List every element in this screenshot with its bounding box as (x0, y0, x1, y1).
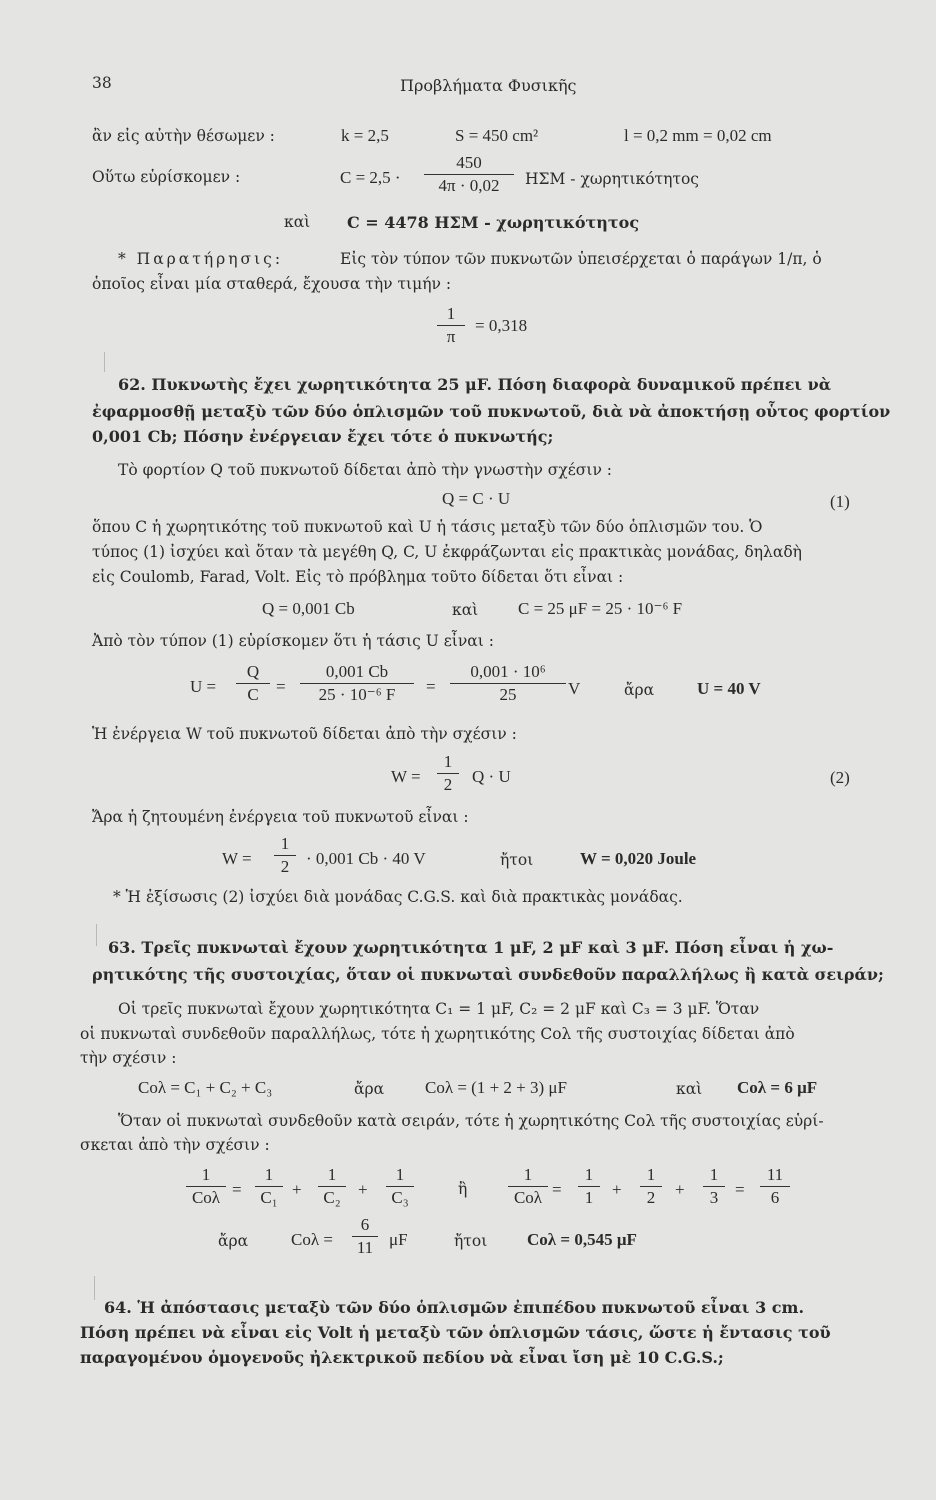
p63-text4: Ὅταν οἱ πυκνωταὶ συνδεθοῦν κατὰ σειράν, τότε ἡ χωρητικότης Cολ τῆς συστοιχίας εὑρί- (118, 1112, 824, 1130)
p63-result-unit: μF (389, 1230, 408, 1249)
p63-series-equals: = (232, 1180, 242, 1199)
intro-unit: ΗΣΜ - χωρητικότητος (525, 170, 699, 188)
intro-k: k = 2,5 (341, 126, 389, 145)
p63-result-num: 6 (352, 1215, 378, 1237)
p63-result-ara: ἄρα (218, 1232, 249, 1250)
p63-parallel-result: Cολ = 6 μF (737, 1078, 818, 1097)
p62-W-frac-den: 2 (443, 775, 453, 794)
p63-result-lhs: Cολ = (291, 1230, 333, 1249)
pencil-mark (96, 924, 97, 946)
p62-W2-frac-den: 2 (280, 857, 290, 876)
p62-U-frac1-num: Q (236, 662, 270, 684)
p63-parallel-kai: καὶ (676, 1080, 703, 1098)
p62-U-eq2: = (276, 677, 286, 696)
p64-question-line1: 64. Ἡ ἀπόστασις μεταξὺ τῶν δύο ὁπλισμῶν ἐπιπέδου πυκνωτοῦ εἶναι 3 cm. (104, 1298, 805, 1317)
p62-U-ara: ἄρα (624, 681, 655, 699)
p63-series-den: 3 (709, 1188, 719, 1207)
pi-value: = 0,318 (475, 316, 528, 335)
p63-question-line2: ρητικότης τῆς συστοιχίας, ὅταν οἱ πυκνωταὶ συνδεθοῦν παραλλήλως ἢ κατὰ σειράν; (92, 965, 884, 984)
p63-parallel-ara: ἄρα (354, 1080, 385, 1098)
p62-W2-frac-num: 1 (274, 834, 296, 856)
p62-given-Q: Q = 0,001 Cb (262, 599, 355, 618)
p62-U-result: U = 40 V (697, 679, 761, 698)
p63-series-num: 1 (703, 1165, 725, 1187)
p63-series-num: 11 (760, 1165, 790, 1187)
running-title: Προβλήματα Φυσικῆς (400, 76, 577, 95)
p63-text2: οἱ πυκνωταὶ συνδεθοῦν παραλλήλως, τότε ἡ χωρητικότης Cολ τῆς συστοιχίας δίδεται ἀπὸ (80, 1025, 795, 1043)
p62-question-line2: ἐφαρμοσθῇ μεταξὺ τῶν δύο ὁπλισμῶν τοῦ πυκνωτοῦ, διὰ νὰ ἀποκτήσῃ οὗτος φορτίον (92, 402, 891, 421)
p63-series-den: Cολ (513, 1188, 543, 1207)
p63-text1: Οἱ τρεῖς πυκνωταὶ ἔχουν χωρητικότητα C₁ = 1 μF, C₂ = 2 μF καὶ C₃ = 3 μF. Ὅταν (118, 1000, 760, 1018)
p63-series-plus: + (292, 1180, 302, 1199)
p62-given-C: C = 25 μF = 25 · 10⁻⁶ F (518, 599, 683, 618)
p63-parallel-calc: Cολ = (1 + 2 + 3) μF (425, 1078, 567, 1097)
p62-text5: Ἀπὸ τὸν τύπον (1) εὑρίσκομεν ὅτι ἡ τάσις U εἶναι : (92, 632, 494, 650)
p64-question-line3: παραγομένου ὁμογενοῦς ἠλεκτρικοῦ πεδίου νὰ εἶναι ἴση μὲ 10 C.G.S.; (80, 1348, 724, 1367)
note-text: Εἰς τὸν τύπον τῶν πυκνωτῶν ὑπεισέρχεται ὁ παράγων 1/π, ὁ (340, 250, 822, 268)
intro-line2-label: Οὕτω εὑρίσκομεν : (92, 168, 241, 186)
p63-result-den: 11 (356, 1238, 374, 1257)
p63-series-frac-Col (186, 1165, 226, 1208)
intro-l: l = 0,2 mm = 0,02 cm (624, 126, 772, 145)
page-number: 38 (92, 74, 112, 92)
note-label: * Παρατήρησις: (118, 250, 284, 268)
p63-series-plus: + (612, 1180, 622, 1199)
p62-U-eq3: = (426, 677, 436, 696)
p62-U-frac3 (450, 662, 566, 705)
p63-series-frac-C3 (386, 1165, 414, 1208)
pencil-mark (104, 352, 105, 372)
p63-series-num: 1 (318, 1165, 346, 1187)
p62-W2-lhs: W = (222, 849, 252, 868)
p62-footnote: * Ἡ ἐξίσωσις (2) ἰσχύει διὰ μονάδας C.G.S. καὶ διὰ πρακτικὰς μονάδας. (113, 888, 683, 906)
p62-W-frac (437, 752, 459, 795)
p63-series-or: ἢ (458, 1180, 468, 1198)
p62-U-unit: V (568, 679, 581, 698)
intro-fraction-num: 450 (424, 153, 514, 175)
p63-series-plus: + (358, 1180, 368, 1199)
p62-U-frac2 (300, 662, 414, 705)
p63-series-den: C₂ (323, 1188, 341, 1207)
p62-question-line3: 0,001 Cb; Πόσην ἐνέργειαν ἔχει τότε ὁ πυκνωτής; (92, 427, 554, 446)
one-over-pi-num: 1 (437, 304, 465, 326)
p62-eq1-number: (1) (830, 492, 850, 511)
p63-text5: σκεται ἀπὸ τὴν σχέσιν : (80, 1136, 270, 1154)
p62-eq1: Q = C · U (442, 489, 511, 508)
p62-text2: ὅπου C ἡ χωρητικότης τοῦ πυκνωτοῦ καὶ U ἡ τάσις μεταξὺ τῶν δύο ὁπλισμῶν του. Ὁ (92, 518, 763, 536)
note-line2: ὁποῖος εἶναι μία σταθερά, ἔχουσα τὴν τιμήν : (92, 275, 452, 293)
p63-parallel-eq: Cολ = C₁ + C₂ + C₃ (138, 1078, 273, 1097)
intro-kai: καὶ (284, 213, 311, 231)
p62-text1: Τὸ φορτίον Q τοῦ πυκνωτοῦ δίδεται ἀπὸ τὴν γνωστὴν σχέσιν : (118, 461, 613, 479)
p62-text7: Ἄρα ἡ ζητουμένη ἐνέργεια τοῦ πυκνωτοῦ εἶναι : (92, 808, 469, 826)
p62-W-frac-num: 1 (437, 752, 459, 774)
p62-given-kai: καὶ (452, 601, 479, 619)
p63-series-den: 6 (770, 1188, 780, 1207)
p62-text3: τύπος (1) ἰσχύει καὶ ὅταν τὰ μεγέθη Q, C, U ἐκφράζωνται εἰς πρακτικὰς μονάδας, δηλαδὴ (92, 543, 802, 561)
intro-C-factor: C = 2,5 · (340, 168, 401, 187)
p63-result-frac (352, 1215, 378, 1258)
p63-series-den: 2 (646, 1188, 656, 1207)
p63-series-frac-C2 (318, 1165, 346, 1208)
p62-W-rhs: Q · U (472, 767, 511, 786)
p63-question-line1: 63. Τρεῖς πυκνωταὶ ἔχουν χωρητικότητα 1 μF, 2 μF καὶ 3 μF. Πόση εἶναι ἡ χω- (108, 938, 834, 957)
p62-U-frac2-num: 0,001 Cb (300, 662, 414, 684)
p62-U-lhs: U = (190, 677, 217, 696)
p62-W2-frac (274, 834, 296, 877)
p62-question-line1: 62. Πυκνωτὴς ἔχει χωρητικότητα 25 μF. Πόση διαφορὰ δυναμικοῦ πρέπει νὰ (118, 375, 832, 394)
p62-W2-result: W = 0,020 Joule (580, 849, 697, 868)
one-over-pi (437, 304, 465, 347)
p62-text6: Ἡ ἐνέργεια W τοῦ πυκνωτοῦ δίδεται ἀπὸ τὴν σχέσιν : (92, 725, 517, 743)
p63-series-num: 1 (186, 1165, 226, 1187)
p62-text4: εἰς Coulomb, Farad, Volt. Εἰς τὸ πρόβλημα τοῦτο δίδεται ὅτι εἶναι : (92, 568, 624, 586)
p63-series-equals: = (735, 1180, 745, 1199)
p63-series-num: 1 (508, 1165, 548, 1187)
p62-eq2-number: (2) (830, 768, 850, 787)
intro-line1-label: ἂν εἰς αὐτὴν θέσωμεν : (92, 127, 275, 145)
p63-series-frac-Col2 (508, 1165, 548, 1208)
p63-series-frac-3 (703, 1165, 725, 1208)
p62-W-lhs: W = (391, 767, 421, 786)
p63-series-plus: + (675, 1180, 685, 1199)
p62-U-frac2-den: 25 · 10⁻⁶ F (318, 685, 396, 704)
p63-series-den: C₃ (391, 1188, 409, 1207)
p63-series-den: 1 (584, 1188, 594, 1207)
p62-U-frac3-den: 25 (499, 685, 517, 704)
p62-W2-rhs: · 0,001 Cb · 40 V (306, 849, 426, 868)
p63-series-den: C₁ (260, 1188, 278, 1207)
p63-series-frac-C1 (255, 1165, 283, 1208)
intro-fraction (424, 153, 514, 196)
pencil-mark (94, 1276, 95, 1300)
p63-result-itoi: ἤτοι (454, 1232, 488, 1250)
p62-U-frac1 (236, 662, 270, 705)
p62-U-frac1-den: C (247, 685, 259, 704)
p63-series-num: 1 (386, 1165, 414, 1187)
p63-result-final: Cολ = 0,545 μF (527, 1230, 637, 1249)
p63-series-den: Cολ (191, 1188, 221, 1207)
intro-fraction-den: 4π · 0,02 (438, 176, 500, 195)
p62-W2-itoi: ἤτοι (500, 851, 534, 869)
p63-series-num: 1 (578, 1165, 600, 1187)
p63-series-frac-1 (578, 1165, 600, 1208)
p64-question-line2: Πόση πρέπει νὰ εἶναι εἰς Volt ἡ μεταξὺ τῶν ὁπλισμῶν τάσις, ὥστε ἡ ἔντασις τοῦ (80, 1323, 831, 1342)
p63-series-frac-2 (640, 1165, 662, 1208)
intro-result: C = 4478 ΗΣΜ - χωρητικότητος (347, 213, 640, 232)
p63-series-num: 1 (255, 1165, 283, 1187)
one-over-pi-den: π (446, 327, 456, 346)
p63-series-equals: = (552, 1180, 562, 1199)
p63-text3: τὴν σχέσιν : (80, 1049, 177, 1067)
p63-series-num: 1 (640, 1165, 662, 1187)
p62-U-frac3-num: 0,001 · 10⁶ (450, 662, 566, 684)
p63-series-frac-11-6 (760, 1165, 790, 1208)
intro-S: S = 450 cm² (455, 126, 539, 145)
